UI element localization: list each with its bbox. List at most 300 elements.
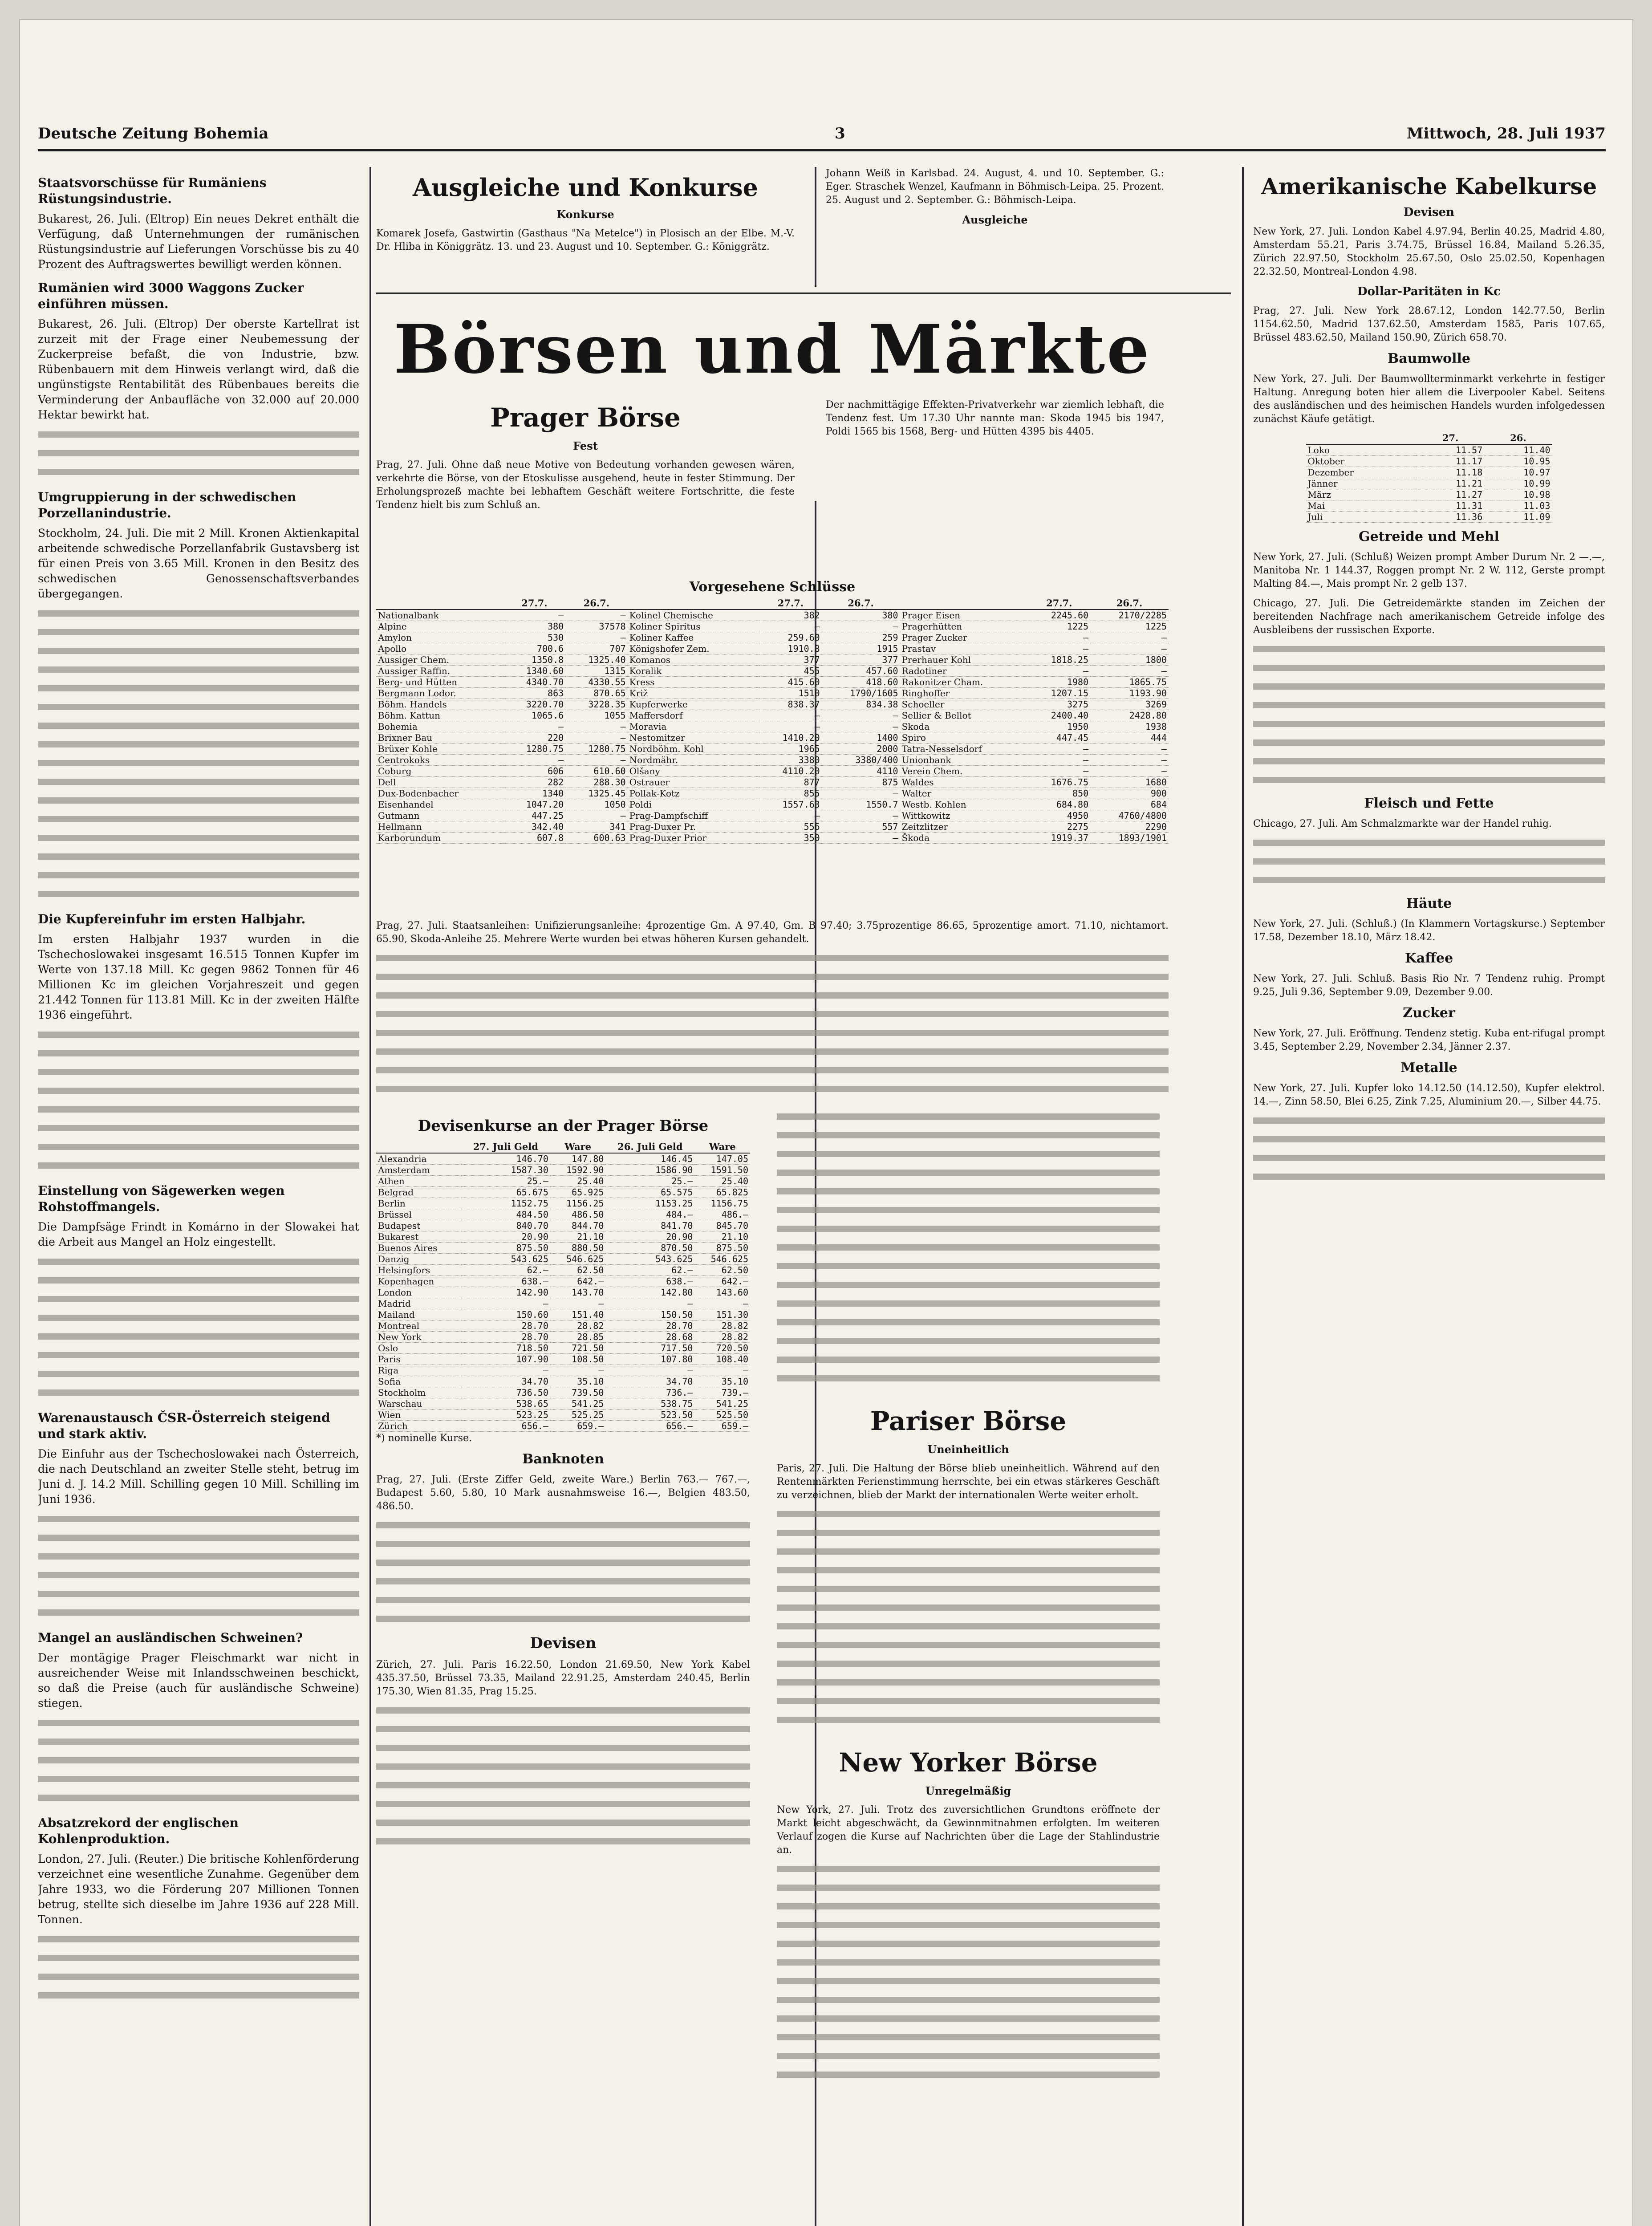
table-cell: Budapest: [376, 1220, 461, 1231]
table-cell: Dezember: [1306, 467, 1417, 478]
table-cell: 659.—: [550, 1421, 606, 1432]
table-cell: 1950: [1028, 721, 1090, 732]
table-cell: 610.60: [565, 766, 627, 777]
table-cell: Radotiner: [900, 666, 1028, 677]
table-cell: 900: [1090, 788, 1169, 799]
article-text: New York, 27. Juli. (Schluß.) (In Klammern Vortagskurse.) September 17.58, Dezember 18.10, März 18.42.: [1253, 918, 1605, 943]
table-cell: 1340: [503, 788, 565, 799]
table-cell: 11.18: [1417, 467, 1484, 478]
article-text: Prag, 27. Juli. Staatsanleihen: Unifizierungsanleihe: 4prozentige Gm. A 97.40, Gm. B 97.40; 3.75prozentige 86.65, 5prozentige amort. 71.10, nichtamort. 65.90, Skoda-Anleihe 25. Mehrere Werte wurden bei etwas höheren Kursen gehandelt.: [376, 920, 1169, 945]
table-cell: 28.70: [605, 1320, 694, 1332]
table-cell: 684: [1090, 799, 1169, 810]
article-text: New York, 27. Juli. Eröffnung. Tendenz stetig. Kuba ent-rifugal prompt 3.45, September 2.29, November 2.34, Jänner 2.37.: [1253, 1028, 1605, 1052]
table-cell: Berg- und Hütten: [376, 677, 503, 688]
table-cell: Brüxer Kohle: [376, 743, 503, 755]
table-row: [1306, 467, 1552, 478]
table-cell: Mai: [1306, 500, 1417, 512]
table-row: [376, 666, 1169, 677]
table-cell: 1065.6: [503, 710, 565, 721]
table-cell: 34.70: [605, 1376, 694, 1387]
table-cell: 700.6: [503, 643, 565, 654]
table-cell: 844.70: [550, 1220, 606, 1231]
table-row: [376, 1243, 750, 1254]
table-cell: 150.50: [605, 1309, 694, 1320]
table-cell: Nationalbank: [376, 609, 503, 621]
table-cell: 11.03: [1484, 500, 1552, 512]
table-row: [376, 1220, 750, 1231]
table-cell: 2428.80: [1090, 710, 1169, 721]
table-row: [376, 1410, 750, 1421]
table-cell: Zürich: [376, 1421, 461, 1432]
table-row: [376, 1376, 750, 1387]
table-cell: 1050: [565, 799, 627, 810]
table-cell: —: [503, 755, 565, 766]
table-cell: 65.575: [605, 1187, 694, 1198]
table-cell: 10.98: [1484, 489, 1552, 500]
table-cell: Koliner Kaffee: [628, 632, 760, 643]
table-cell: Pollak-Kotz: [628, 788, 760, 799]
boersen-title: Börsen und Märkte: [394, 310, 1151, 389]
col-header: 26.7.: [565, 597, 627, 609]
table-cell: Dux-Bodenbacher: [376, 788, 503, 799]
table-cell: 11.09: [1484, 512, 1552, 523]
table-cell: 34.70: [461, 1376, 550, 1387]
section-subtitle: Fleisch und Fette: [1364, 796, 1494, 811]
section-subtitle: Ausgleiche: [962, 213, 1028, 226]
table-cell: 1915: [822, 643, 900, 654]
table-cell: 1680: [1090, 777, 1169, 788]
table-cell: 382: [759, 609, 821, 621]
table-cell: Kupferwerke: [628, 699, 760, 710]
table-cell: 3220.70: [503, 699, 565, 710]
table-cell: 4330.55: [565, 677, 627, 688]
table-cell: 62.50: [550, 1265, 606, 1276]
table-cell: 841.70: [605, 1220, 694, 1231]
table-caption: Vorgesehene Schlüsse: [689, 579, 856, 595]
table-cell: —: [565, 609, 627, 621]
table-cell: 638.—: [605, 1276, 694, 1287]
table-cell: 656.—: [605, 1421, 694, 1432]
table-cell: 11.31: [1417, 500, 1484, 512]
table-cell: 1919.37: [1028, 833, 1090, 844]
table-cell: 1340.60: [503, 666, 565, 677]
table-cell: Athen: [376, 1176, 461, 1187]
table-cell: Alexandria: [376, 1153, 461, 1165]
table-cell: 3380/400: [822, 755, 900, 766]
table-row: [1306, 500, 1552, 512]
table-cell: 146.45: [605, 1153, 694, 1165]
table-cell: Stockholm: [376, 1387, 461, 1398]
table-cell: Koralik: [628, 666, 760, 677]
table-row: [376, 1421, 750, 1432]
table-cell: 377: [822, 654, 900, 666]
table-cell: Prag-Duxer Prior: [628, 833, 760, 844]
table-cell: —: [822, 833, 900, 844]
table-cell: 1400: [822, 732, 900, 743]
table-cell: Nordböhm. Kohl: [628, 743, 760, 755]
article-text: Bukarest, 26. Juli. (Eltrop) Der oberste Kartellrat ist zurzeit mit der Frage einer Neubemessung der Zuckerpreise befaßt, die von Industrie, bzw. Rübenbauern mit dem Hinweis verlangt wird, daß die ungünstigste Rentabilität des Rübenbaues bereits die Verminderung der Anbaufläche von 32.000 auf 20.000 Hektar bewirkt hat.: [38, 317, 359, 421]
table-cell: —: [565, 732, 627, 743]
table-cell: 541.25: [550, 1398, 606, 1410]
table-cell: 418.60: [822, 677, 900, 688]
table-cell: 2000: [822, 743, 900, 755]
table-cell: 455: [759, 666, 821, 677]
table-row: [376, 1187, 750, 1198]
table-cell: 380: [822, 609, 900, 621]
table-cell: 28.70: [461, 1332, 550, 1343]
table-cell: 850: [1028, 788, 1090, 799]
table-cell: 146.70: [461, 1153, 550, 1165]
table-cell: Waldes: [900, 777, 1028, 788]
table-cell: 220: [503, 732, 565, 743]
table-cell: 288.30: [565, 777, 627, 788]
table-cell: 739.50: [550, 1387, 606, 1398]
table-cell: 840.70: [461, 1220, 550, 1231]
cotton-table: [1306, 432, 1552, 523]
table-cell: 656.—: [461, 1421, 550, 1432]
table-cell: 11.36: [1417, 512, 1484, 523]
table-cell: —: [503, 609, 565, 621]
table-cell: 1587.30: [461, 1165, 550, 1176]
table-cell: 1315: [565, 666, 627, 677]
table-cell: Riga: [376, 1365, 461, 1376]
table-cell: 638.—: [461, 1276, 550, 1287]
table-cell: Aussiger Raffin.: [376, 666, 503, 677]
table-row: [376, 654, 1169, 666]
table-row: [376, 1387, 750, 1398]
table-cell: —: [605, 1298, 694, 1309]
table-cell: 342.40: [503, 821, 565, 833]
table-cell: 556: [759, 821, 821, 833]
table-cell: 28.85: [550, 1332, 606, 1343]
table-cell: Nestomitzer: [628, 732, 760, 743]
table-cell: Wien: [376, 1410, 461, 1421]
table-cell: Skoda: [900, 721, 1028, 732]
table-cell: 282: [503, 777, 565, 788]
table-cell: 1325.40: [565, 654, 627, 666]
table-cell: 142.90: [461, 1287, 550, 1298]
table-cell: 717.50: [605, 1343, 694, 1354]
table-cell: 525.25: [550, 1410, 606, 1421]
table-cell: 1225: [1028, 621, 1090, 632]
table-row: [376, 677, 1169, 688]
table-cell: 2275: [1028, 821, 1090, 833]
table-cell: Pragerhütten: [900, 621, 1028, 632]
table-cell: 25.—: [461, 1176, 550, 1187]
table-cell: 3380: [759, 755, 821, 766]
table-cell: 151.30: [694, 1309, 750, 1320]
table-cell: 457.60: [822, 666, 900, 677]
table-cell: 838.37: [759, 699, 821, 710]
table-row: [376, 743, 1169, 755]
section-subtitle: Kaffee: [1404, 951, 1453, 966]
table-cell: 108.50: [550, 1354, 606, 1365]
table-cell: 1153.25: [605, 1198, 694, 1209]
table-cell: —: [1090, 666, 1169, 677]
table-cell: 4760/4800: [1090, 810, 1169, 821]
table-cell: 62.50: [694, 1265, 750, 1276]
table-cell: Berlin: [376, 1198, 461, 1209]
section-subtitle: Zucker: [1403, 1005, 1455, 1021]
table-cell: —: [759, 710, 821, 721]
table-cell: 4110.20: [759, 766, 821, 777]
table-cell: 1980: [1028, 677, 1090, 688]
table-cell: Nordmähr.: [628, 755, 760, 766]
article-text: New York, 27. Juli. Trotz des zuversichtlichen Grundtons eröffnete der Markt leicht abgeschwächt, da Gewinnmitnahmen erfolgten. Im weiteren Verlauf zogen die Kurse auf Nachrichten über die Lage der Stahlindustrie an.: [777, 1804, 1160, 1856]
table-cell: Centrokoks: [376, 755, 503, 766]
table-cell: Zeitzlitzer: [900, 821, 1028, 833]
table-cell: —: [1028, 632, 1090, 643]
table-cell: —: [694, 1298, 750, 1309]
col-header: 26.: [1484, 432, 1552, 444]
table-cell: —: [759, 721, 821, 732]
article-text: Prag, 27. Juli. (Erste Ziffer Geld, zweite Ware.) Berlin 763.— 767.—, Budapest 5.60, 5.80, 10 Mark ausnahmsweise 16.—, Belgien 483.50, 486.50.: [376, 1474, 750, 1512]
table-cell: 530: [503, 632, 565, 643]
table-cell: Jänner: [1306, 478, 1417, 489]
column-rule: [1242, 167, 1244, 2226]
table-cell: 870.50: [605, 1243, 694, 1254]
article-text: Zürich, 27. Juli. Paris 16.22.50, London 21.69.50, New York Kabel 435.37.50, Brüssel 73.35, Mailand 22.91.25, Amsterdam 240.45, Berlin 175.30, Wien 81.35, Prag 15.25.: [376, 1659, 750, 1697]
table-cell: 142.80: [605, 1287, 694, 1298]
table-cell: 3228.35: [565, 699, 627, 710]
table-cell: Prastav: [900, 643, 1028, 654]
col-header: 26. Juli Geld: [605, 1141, 694, 1153]
table-cell: 21.10: [694, 1231, 750, 1243]
table-row: [376, 1254, 750, 1265]
table-cell: Brüssel: [376, 1209, 461, 1220]
table-cell: 877: [759, 777, 821, 788]
table-cell: 65.675: [461, 1187, 550, 1198]
table-cell: 28.82: [550, 1320, 606, 1332]
table-cell: Prerhauer Kohl: [900, 654, 1028, 666]
table-cell: Sofia: [376, 1376, 461, 1387]
table-row: [376, 643, 1169, 654]
article-text: Stockholm, 24. Juli. Die mit 2 Mill. Kronen Aktienkapital arbeitende schwedische Porzellanfabrik Gustavsberg ist für einen Preis von 3.65 Mill. Kronen in den Besitz des schwedischen Genossenschaftsverbandes übergegangen.: [38, 527, 359, 600]
table-cell: Bergmann Lodor.: [376, 688, 503, 699]
table-cell: Helsingfors: [376, 1265, 461, 1276]
table-row: [376, 1265, 750, 1276]
table-cell: Eisenhandel: [376, 799, 503, 810]
table-cell: —: [550, 1298, 606, 1309]
table-cell: —: [759, 621, 821, 632]
table-cell: —: [461, 1365, 550, 1376]
article-text: Chicago, 27. Juli. Die Getreidemärkte standen im Zeichen der bereitenden Nachfrage nach amerikanischem Getreide infolge des Ausbleibens der russischen Exporte.: [1253, 598, 1605, 636]
table-cell: 736.50: [461, 1387, 550, 1398]
section-subtitle: Häute: [1406, 896, 1452, 911]
table-cell: Apollo: [376, 643, 503, 654]
table-cell: Juli: [1306, 512, 1417, 523]
table-cell: Amsterdam: [376, 1165, 461, 1176]
table-cell: 11.40: [1484, 444, 1552, 456]
table-cell: Coburg: [376, 766, 503, 777]
table-cell: 35.10: [694, 1376, 750, 1387]
table-cell: 107.90: [461, 1354, 550, 1365]
table-cell: 447.45: [1028, 732, 1090, 743]
article-text: Komarek Josefa, Gastwirtin (Gasthaus "Na Metelce") in Plosisch an der Elbe. M.-V. Dr. Hliba in Königgrätz. 13. und 23. August und 10. September. G.: Königgrätz.: [376, 228, 795, 252]
table-cell: —: [822, 710, 900, 721]
table-cell: Danzig: [376, 1254, 461, 1265]
table-cell: 65.925: [550, 1187, 606, 1198]
table-cell: 1325.45: [565, 788, 627, 799]
table-cell: Sellier & Bellot: [900, 710, 1028, 721]
table-cell: 2245.60: [1028, 609, 1090, 621]
table-cell: 62.—: [605, 1265, 694, 1276]
ausgleiche-section: [376, 167, 1169, 292]
table-cell: —: [1090, 755, 1169, 766]
table-cell: 721.50: [550, 1343, 606, 1354]
ny-boerse-title: New Yorker Börse: [839, 1747, 1098, 1778]
table-cell: 1156.25: [550, 1198, 606, 1209]
pariser-boerse-title: Pariser Börse: [870, 1406, 1067, 1436]
table-row: [376, 632, 1169, 643]
article-text: Prag, 27. Juli. New York 28.67.12, London 142.77.50, Berlin 1154.62.50, Madrid 137.62.50, Amsterdam 1585, Paris 107.65, Brüssel 483.62.50, Mailand 150.90, Zürich 658.70.: [1253, 305, 1605, 343]
table-cell: 1865.75: [1090, 677, 1169, 688]
table-cell: —: [565, 632, 627, 643]
table-cell: 28.68: [605, 1332, 694, 1343]
col-header: Ware: [694, 1141, 750, 1153]
table-row: [376, 688, 1169, 699]
col-header: 27.7.: [759, 597, 821, 609]
table-row: [1306, 489, 1552, 500]
col-header: 27.7.: [503, 597, 565, 609]
table-cell: Moravia: [628, 721, 760, 732]
table-cell: Oktober: [1306, 456, 1417, 467]
table-row: [1306, 444, 1552, 456]
table-cell: 25.40: [694, 1176, 750, 1187]
table-cell: Böhm. Handels: [376, 699, 503, 710]
table-cell: 486.—: [694, 1209, 750, 1220]
table-cell: 486.50: [550, 1209, 606, 1220]
table-row: [376, 1354, 750, 1365]
table-cell: 523.25: [461, 1410, 550, 1421]
table-cell: Spiro: [900, 732, 1028, 743]
table-row: [376, 1298, 750, 1309]
table-cell: Madrid: [376, 1298, 461, 1309]
article-text: Der nachmittägige Effekten-Privatverkehr war ziemlich lebhaft, die Tendenz fest. Um 17.30 Uhr nannte man: Skoda 1945 bis 1947, Poldi 1565 bis 1568, Berg- und Hütten 4395 bis 4405.: [826, 399, 1164, 437]
column-economy-news: [38, 167, 359, 2226]
newspaper-page: [20, 20, 1632, 2226]
table-cell: 147.80: [550, 1153, 606, 1165]
table-cell: 1818.25: [1028, 654, 1090, 666]
table-cell: —: [1028, 666, 1090, 677]
table-cell: 1938: [1090, 721, 1169, 732]
table-row: [376, 755, 1169, 766]
table-cell: 35.10: [550, 1376, 606, 1387]
table-row: [376, 810, 1169, 821]
table-cell: —: [822, 721, 900, 732]
boersen-section: [376, 398, 1169, 2226]
table-cell: New York: [376, 1332, 461, 1343]
table-cell: 4340.70: [503, 677, 565, 688]
table-cell: 523.50: [605, 1410, 694, 1421]
table-cell: 1207.15: [1028, 688, 1090, 699]
table-cell: 25.—: [605, 1176, 694, 1187]
table-cell: 1586.90: [605, 1165, 694, 1176]
table-cell: 1055: [565, 710, 627, 721]
article-text: Die Einfuhr aus der Tschechoslowakei nach Österreich, die nach Deutschland an zweiter Stelle steht, betrug im Juni d. J. 14.2 Mill. Schilling gegen 10 Mill. Schilling im Juni 1936.: [38, 1447, 359, 1506]
table-cell: Ringhoffer: [900, 688, 1028, 699]
table-cell: 11.17: [1417, 456, 1484, 467]
article-heading: Einstellung von Sägewerken wegen Rohstoffmangels.: [38, 1183, 285, 1214]
table-cell: Tatra-Nesselsdorf: [900, 743, 1028, 755]
table-cell: Verein Chem.: [900, 766, 1028, 777]
table-cell: 1280.75: [565, 743, 627, 755]
article-text: Paris, 27. Juli. Die Haltung der Börse blieb uneinheitlich. Während auf den Rentenmärkten Ferienstimmung herrschte, bei ein etwas stärkeres Geschäft zu verzeichnen, blieb der Markt der internationalen Werte weiter erholt.: [777, 1463, 1160, 1501]
table-cell: 484.50: [461, 1209, 550, 1220]
table-cell: 525.50: [694, 1410, 750, 1421]
table-cell: 28.82: [694, 1320, 750, 1332]
table-cell: 834.38: [822, 699, 900, 710]
article-heading: Absatzrekord der englischen Kohlenproduktion.: [38, 1816, 239, 1846]
table-cell: 607.8: [503, 833, 565, 844]
article-text: Bukarest, 26. Juli. (Eltrop) Ein neues Dekret enthält die Verfügung, daß Unternehmungen der rumänischen Rüstungsindustrie auf Lieferungen Vorschüsse bis zu 40 Prozent des Auftragswertes bewilligt werden können.: [38, 212, 359, 271]
section-subtitle: Getreide und Mehl: [1359, 529, 1499, 544]
table-cell: —: [1090, 632, 1169, 643]
table-cell: 1790/1605: [822, 688, 900, 699]
table-cell: 1910.8: [759, 643, 821, 654]
col-header: Ware: [550, 1141, 606, 1153]
table-cell: 28.82: [694, 1332, 750, 1343]
article-heading: Rumänien wird 3000 Waggons Zucker einführen müssen.: [38, 280, 304, 311]
table-cell: 600.63: [565, 833, 627, 844]
table-cell: 736.—: [605, 1387, 694, 1398]
table-cell: 10.95: [1484, 456, 1552, 467]
article-text: Im ersten Halbjahr 1937 wurden in die Tschechoslowakei insgesamt 16.515 Tonnen Kupfer im Werte von 137.18 Mill. Kc gegen 9862 Tonnen für 46 Millionen Kc im gleichen Vorjahreszeit und gegen 21.442 Tonnen für 113.81 Mill. Kc in der zweiten Hälfte 1936 eingeführt.: [38, 933, 359, 1021]
table-row: [376, 699, 1169, 710]
table-cell: —: [565, 721, 627, 732]
stock-table: [376, 597, 1169, 844]
table-cell: 538.65: [461, 1398, 550, 1410]
table-cell: Hellmann: [376, 821, 503, 833]
article-text: Chicago, 27. Juli. Am Schmalzmarkte war der Handel ruhig.: [1253, 818, 1552, 829]
section-title: Ausgleiche und Konkurse: [413, 173, 758, 202]
table-cell: Böhm. Kattun: [376, 710, 503, 721]
table-cell: Gutmann: [376, 810, 503, 821]
table-cell: Bukarest: [376, 1231, 461, 1243]
table-row: [376, 777, 1169, 788]
header-rule: [38, 149, 1606, 151]
table-row: [376, 609, 1169, 621]
section-title: Amerikanische Kabelkurse: [1261, 173, 1597, 199]
tendency-label: Unregelmäßig: [925, 1784, 1011, 1797]
issue-date: Mittwoch, 28. Juli 1937: [1406, 125, 1606, 142]
table-cell: —: [550, 1365, 606, 1376]
table-cell: 1591.50: [694, 1165, 750, 1176]
table-cell: 880.50: [550, 1243, 606, 1254]
table-cell: Warschau: [376, 1398, 461, 1410]
section-subtitle: Metalle: [1400, 1060, 1457, 1076]
article-text: Johann Weiß in Karlsbad. 24. August, 4. und 10. September. G.: Eger. Straschek Wenzel, Kaufmann in Böhmisch-Leipa. 25. Prozent. 25. August und 2. September. G.: Böhmisch-Leipa.: [826, 168, 1164, 206]
table-cell: —: [461, 1298, 550, 1309]
table-cell: Paris: [376, 1354, 461, 1365]
table-cell: —: [503, 721, 565, 732]
table-cell: Walter: [900, 788, 1028, 799]
article-heading: Mangel an ausländischen Schweinen?: [38, 1630, 303, 1645]
table-cell: 11.21: [1417, 478, 1484, 489]
table-row: [376, 1153, 750, 1165]
devisen2-title: Devisen: [530, 1634, 597, 1652]
devisen-table: [376, 1141, 750, 1432]
table-cell: 259.60: [759, 632, 821, 643]
prager-boerse-title: Prager Börse: [490, 402, 681, 433]
col-header: 27.7.: [1028, 597, 1090, 609]
section-subtitle: Devisen: [1403, 206, 1455, 219]
article-text: New York, 27. Juli. Kupfer loko 14.12.50 (14.12.50), Kupfer elektrol. 14.—, Zinn 58.50, Blei 6.25, Zink 7.25, Aluminium 20.—, Silber 44.75.: [1253, 1083, 1605, 1107]
table-cell: 20.90: [605, 1231, 694, 1243]
table-cell: Karborundum: [376, 833, 503, 844]
table-row: [376, 1276, 750, 1287]
table-cell: 870.65: [565, 688, 627, 699]
